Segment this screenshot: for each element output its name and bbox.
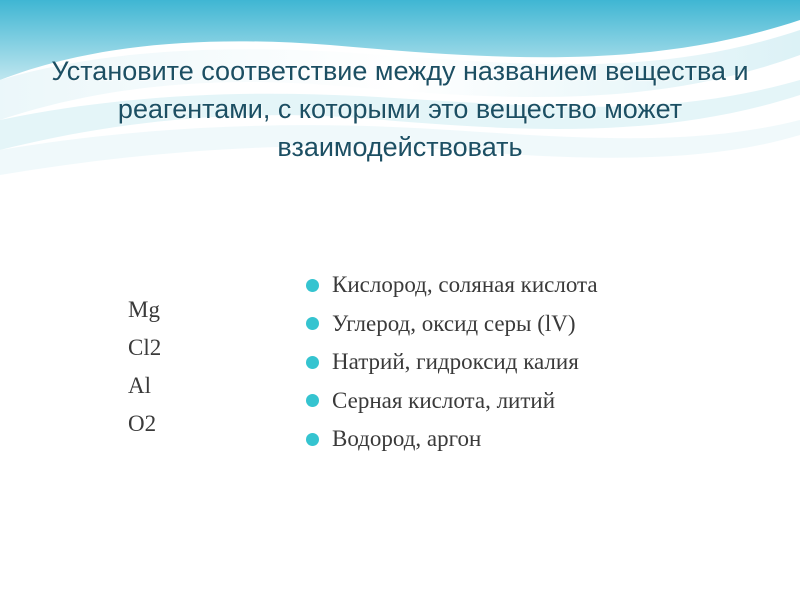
reagent-label: Углерод, оксид серы (lV) <box>332 310 576 336</box>
reagent-list <box>306 266 598 459</box>
substance-item: Cl2 <box>128 335 162 360</box>
substance-item: O2 <box>128 411 157 436</box>
substance-item: Al <box>128 373 151 398</box>
reagent-item <box>306 266 598 305</box>
reagent-label: Кислород, соляная кислота <box>332 272 598 297</box>
reagent-item <box>306 343 598 382</box>
bullet-dot-icon <box>306 279 319 292</box>
bullet-dot-icon <box>306 394 319 407</box>
reagent-item <box>306 305 598 344</box>
reagent-label: Серная кислота, литий <box>332 387 556 413</box>
bullet-dot-icon <box>306 433 319 446</box>
reagent-item <box>306 420 598 459</box>
slide-title: Установите соответствие между названием вещества и реагентами, с которыми это вещество может взаимодействовать <box>51 56 749 162</box>
bullet-dot-icon <box>306 356 319 369</box>
substance-item: Mg <box>128 297 160 322</box>
reagent-item <box>306 382 598 421</box>
reagent-label: Натрий, гидроксид калия <box>332 349 579 374</box>
substance-list <box>128 291 161 443</box>
bullet-dot-icon <box>306 317 319 330</box>
reagent-label: Водород, аргон <box>332 426 482 451</box>
